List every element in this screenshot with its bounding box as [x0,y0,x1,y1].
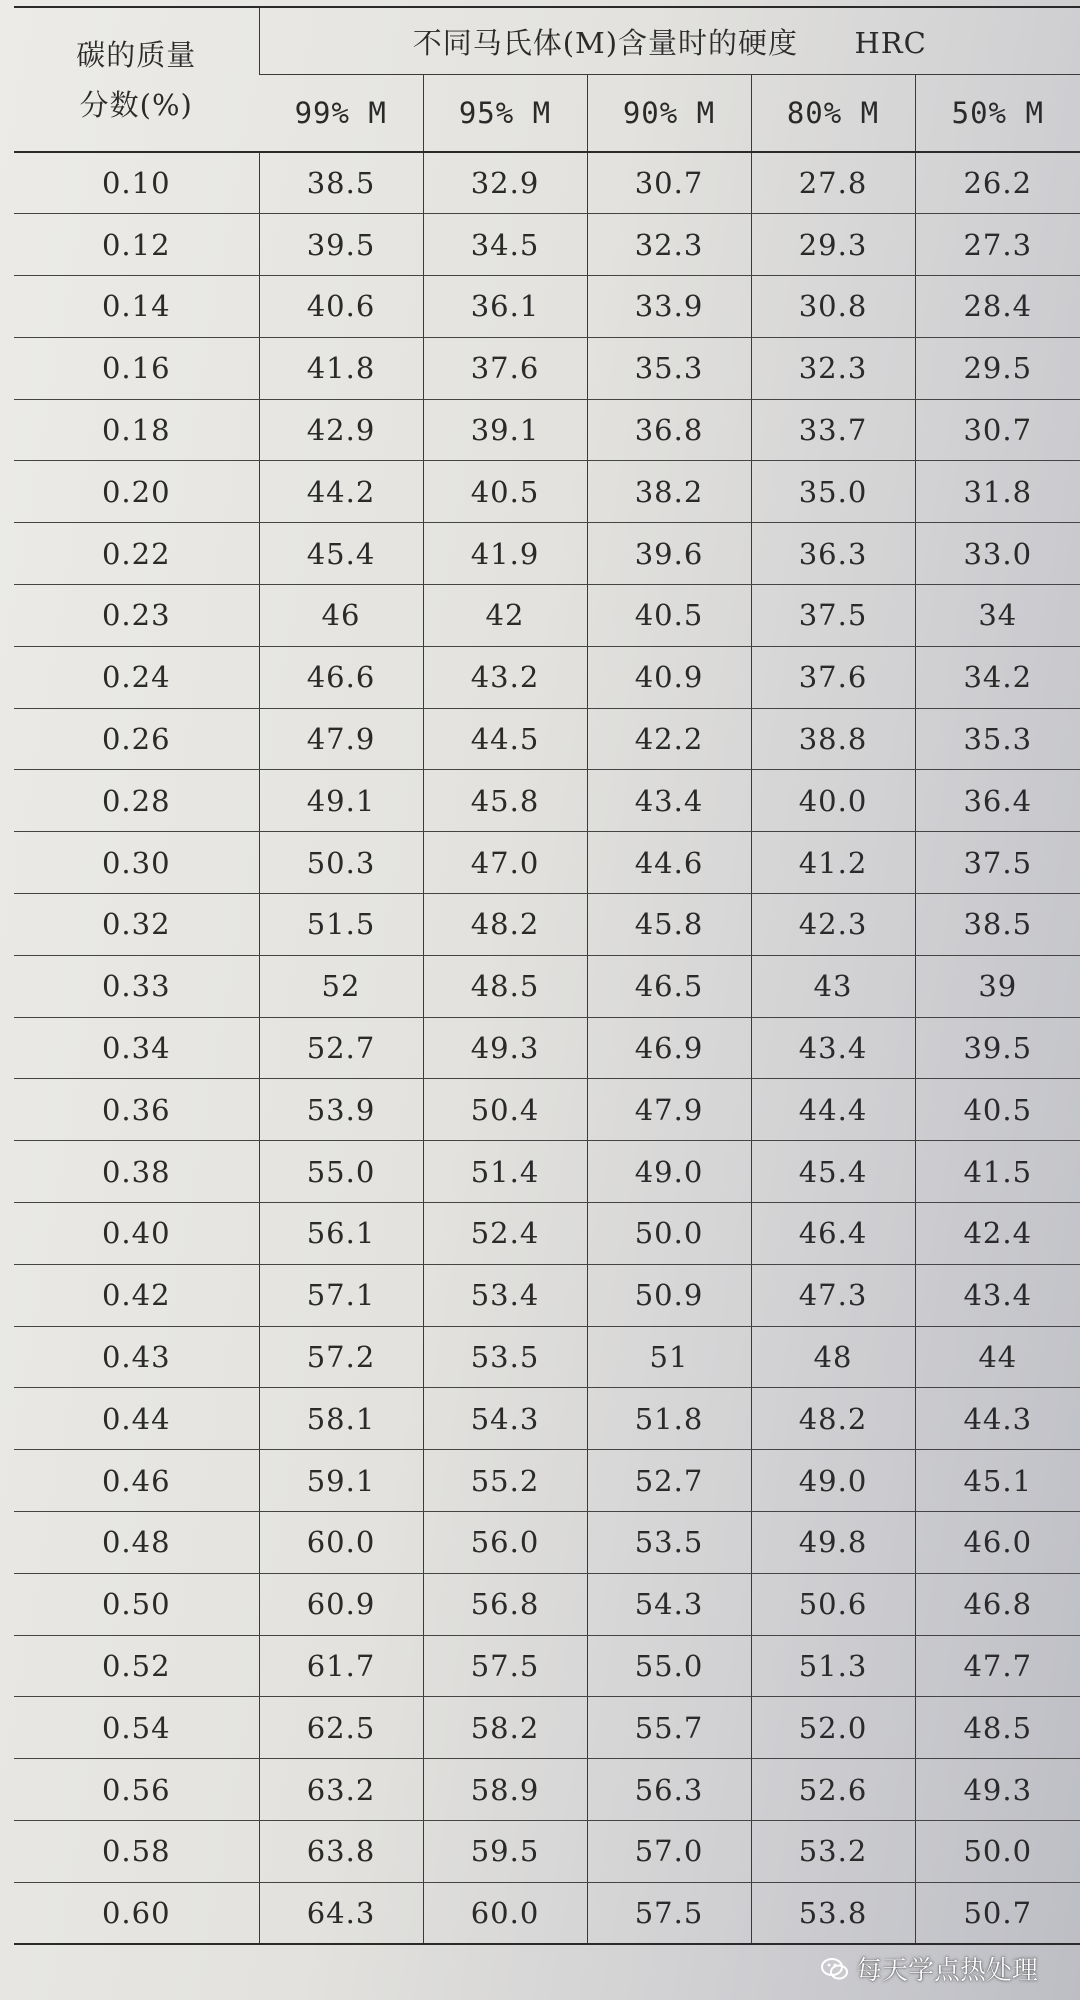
carbon-cell: 0.56 [14,1759,259,1821]
carbon-cell: 0.42 [14,1264,259,1326]
table-row [14,1573,1080,1635]
table-body [14,152,1080,1944]
table-row [14,1635,1080,1697]
hrc-90m-cell: 44.6 [587,832,751,894]
hrc-80m-cell: 51.3 [751,1635,915,1697]
hrc-90m-cell: 32.3 [587,214,751,276]
hrc-99m-cell: 64.3 [259,1882,423,1944]
hrc-50m-cell: 34 [915,585,1080,647]
hrc-90m-cell: 57.5 [587,1882,751,1944]
hrc-99m-cell: 49.1 [259,770,423,832]
hrc-95m-cell: 40.5 [423,461,587,523]
hrc-90m-cell: 38.2 [587,461,751,523]
hrc-95m-cell: 49.3 [423,1017,587,1079]
carbon-cell: 0.16 [14,337,259,399]
carbon-cell: 0.40 [14,1203,259,1265]
hrc-80m-cell: 38.8 [751,708,915,770]
hrc-90m-cell: 53.5 [587,1512,751,1574]
carbon-cell: 0.26 [14,708,259,770]
table-row [14,955,1080,1017]
hrc-99m-cell: 47.9 [259,708,423,770]
hrc-99m-cell: 57.1 [259,1264,423,1326]
hrc-80m-cell: 45.4 [751,1141,915,1203]
hrc-95m-cell: 32.9 [423,152,587,214]
table-row [14,461,1080,523]
hrc-99m-cell: 41.8 [259,337,423,399]
column-header-99m: 99% M [259,75,423,153]
table-row [14,585,1080,647]
hrc-50m-cell: 33.0 [915,523,1080,585]
hrc-95m-cell: 39.1 [423,399,587,461]
hrc-95m-cell: 42 [423,585,587,647]
hrc-95m-cell: 47.0 [423,832,587,894]
carbon-cell: 0.24 [14,646,259,708]
hrc-80m-cell: 43.4 [751,1017,915,1079]
carbon-cell: 0.34 [14,1017,259,1079]
hrc-95m-cell: 41.9 [423,523,587,585]
hrc-99m-cell: 42.9 [259,399,423,461]
hrc-50m-cell: 40.5 [915,1079,1080,1141]
table-row [14,1264,1080,1326]
hrc-80m-cell: 35.0 [751,461,915,523]
watermark-text: 每天学点热处理 [856,1956,1039,1986]
unit-label: HRC [854,25,927,60]
carbon-header-line1: 碳的质量 [76,37,197,72]
hrc-90m-cell: 51 [587,1326,751,1388]
hrc-95m-cell: 34.5 [423,214,587,276]
hrc-90m-cell: 55.0 [587,1635,751,1697]
hrc-95m-cell: 37.6 [423,337,587,399]
carbon-cell: 0.14 [14,276,259,338]
carbon-cell: 0.46 [14,1450,259,1512]
table-row [14,152,1080,214]
hrc-99m-cell: 56.1 [259,1203,423,1265]
hrc-90m-cell: 33.9 [587,276,751,338]
hrc-80m-cell: 47.3 [751,1264,915,1326]
hrc-95m-cell: 36.1 [423,276,587,338]
hrc-50m-cell: 49.3 [915,1759,1080,1821]
hrc-95m-cell: 56.8 [423,1573,587,1635]
table-row [14,276,1080,338]
hrc-80m-cell: 30.8 [751,276,915,338]
carbon-cell: 0.50 [14,1573,259,1635]
hrc-50m-cell: 50.7 [915,1882,1080,1944]
table-row [14,1203,1080,1265]
carbon-cell: 0.18 [14,399,259,461]
hrc-99m-cell: 55.0 [259,1141,423,1203]
hrc-90m-cell: 55.7 [587,1697,751,1759]
carbon-cell: 0.38 [14,1141,259,1203]
table-row [14,646,1080,708]
hrc-99m-cell: 61.7 [259,1635,423,1697]
column-header-80m: 80% M [751,75,915,153]
hrc-90m-cell: 56.3 [587,1759,751,1821]
hrc-99m-cell: 52.7 [259,1017,423,1079]
hrc-90m-cell: 54.3 [587,1573,751,1635]
hrc-80m-cell: 48 [751,1326,915,1388]
table-row [14,1079,1080,1141]
carbon-cell: 0.30 [14,832,259,894]
watermark [820,1950,1038,1987]
hrc-99m-cell: 45.4 [259,523,423,585]
hrc-50m-cell: 34.2 [915,646,1080,708]
hrc-80m-cell: 36.3 [751,523,915,585]
table-row [14,1450,1080,1512]
column-header-50m: 50% M [915,75,1080,153]
table-row [14,1017,1080,1079]
hrc-50m-cell: 31.8 [915,461,1080,523]
hrc-50m-cell: 44 [915,1326,1080,1388]
hrc-50m-cell: 45.1 [915,1450,1080,1512]
column-header-95m: 95% M [423,75,587,153]
table-row [14,1141,1080,1203]
hrc-95m-cell: 57.5 [423,1635,587,1697]
hrc-80m-cell: 29.3 [751,214,915,276]
carbon-cell: 0.48 [14,1512,259,1574]
hrc-50m-cell: 42.4 [915,1203,1080,1265]
table-row [14,1326,1080,1388]
hrc-50m-cell: 48.5 [915,1697,1080,1759]
carbon-cell: 0.32 [14,894,259,956]
hrc-99m-cell: 46.6 [259,646,423,708]
hrc-95m-cell: 58.2 [423,1697,587,1759]
carbon-cell: 0.33 [14,955,259,1017]
carbon-cell: 0.44 [14,1388,259,1450]
hrc-80m-cell: 44.4 [751,1079,915,1141]
hrc-90m-cell: 40.5 [587,585,751,647]
hrc-90m-cell: 39.6 [587,523,751,585]
hrc-80m-cell: 53.8 [751,1882,915,1944]
carbon-cell: 0.22 [14,523,259,585]
hrc-99m-cell: 59.1 [259,1450,423,1512]
hrc-80m-cell: 37.5 [751,585,915,647]
hrc-80m-cell: 43 [751,955,915,1017]
hrc-90m-cell: 42.2 [587,708,751,770]
carbon-cell: 0.23 [14,585,259,647]
hardness-table [14,6,1080,1945]
hrc-90m-cell: 36.8 [587,399,751,461]
hrc-50m-cell: 29.5 [915,337,1080,399]
wechat-icon [820,1954,850,1984]
hrc-90m-cell: 52.7 [587,1450,751,1512]
hrc-80m-cell: 46.4 [751,1203,915,1265]
hrc-95m-cell: 54.3 [423,1388,587,1450]
hrc-80m-cell: 40.0 [751,770,915,832]
hrc-80m-cell: 33.7 [751,399,915,461]
carbon-cell: 0.43 [14,1326,259,1388]
hrc-95m-cell: 51.4 [423,1141,587,1203]
hrc-99m-cell: 38.5 [259,152,423,214]
hrc-80m-cell: 41.2 [751,832,915,894]
hrc-80m-cell: 50.6 [751,1573,915,1635]
hrc-95m-cell: 53.5 [423,1326,587,1388]
hrc-95m-cell: 43.2 [423,646,587,708]
table-row [14,894,1080,956]
hrc-80m-cell: 37.6 [751,646,915,708]
hrc-80m-cell: 32.3 [751,337,915,399]
hrc-90m-cell: 47.9 [587,1079,751,1141]
table-row [14,1882,1080,1944]
table-row [14,523,1080,585]
hrc-99m-cell: 62.5 [259,1697,423,1759]
hrc-80m-cell: 42.3 [751,894,915,956]
carbon-header-line2: 分数(%) [79,87,193,122]
hrc-50m-cell: 46.0 [915,1512,1080,1574]
table-row [14,1821,1080,1883]
hrc-90m-cell: 45.8 [587,894,751,956]
header-row-top [14,7,1080,75]
carbon-cell: 0.10 [14,152,259,214]
hrc-50m-cell: 27.3 [915,214,1080,276]
hrc-99m-cell: 63.2 [259,1759,423,1821]
hrc-50m-cell: 28.4 [915,276,1080,338]
hrc-80m-cell: 52.6 [751,1759,915,1821]
carbon-cell: 0.58 [14,1821,259,1883]
hrc-90m-cell: 49.0 [587,1141,751,1203]
hrc-95m-cell: 50.4 [423,1079,587,1141]
column-header-90m: 90% M [587,75,751,153]
hrc-80m-cell: 27.8 [751,152,915,214]
hrc-90m-cell: 50.9 [587,1264,751,1326]
hrc-99m-cell: 57.2 [259,1326,423,1388]
hrc-99m-cell: 60.9 [259,1573,423,1635]
carbon-column-header [14,7,259,152]
table-row [14,770,1080,832]
hrc-95m-cell: 58.9 [423,1759,587,1821]
table-row [14,1759,1080,1821]
table-row [14,832,1080,894]
carbon-cell: 0.28 [14,770,259,832]
carbon-cell: 0.20 [14,461,259,523]
hrc-50m-cell: 39 [915,955,1080,1017]
hrc-90m-cell: 40.9 [587,646,751,708]
hrc-95m-cell: 55.2 [423,1450,587,1512]
hrc-50m-cell: 37.5 [915,832,1080,894]
hrc-90m-cell: 30.7 [587,152,751,214]
hrc-95m-cell: 60.0 [423,1882,587,1944]
hrc-80m-cell: 48.2 [751,1388,915,1450]
table-row [14,1512,1080,1574]
hrc-99m-cell: 63.8 [259,1821,423,1883]
carbon-cell: 0.54 [14,1697,259,1759]
hrc-80m-cell: 52.0 [751,1697,915,1759]
hrc-90m-cell: 57.0 [587,1821,751,1883]
hrc-50m-cell: 30.7 [915,399,1080,461]
hrc-95m-cell: 44.5 [423,708,587,770]
hrc-99m-cell: 58.1 [259,1388,423,1450]
hrc-95m-cell: 53.4 [423,1264,587,1326]
hrc-50m-cell: 36.4 [915,770,1080,832]
hrc-50m-cell: 50.0 [915,1821,1080,1883]
hardness-group-header [259,7,1080,75]
table-row [14,214,1080,276]
table-row [14,399,1080,461]
hrc-50m-cell: 26.2 [915,152,1080,214]
hrc-99m-cell: 39.5 [259,214,423,276]
hrc-50m-cell: 47.7 [915,1635,1080,1697]
carbon-cell: 0.60 [14,1882,259,1944]
group-title: 不同马氏体(M)含量时的硬度 [412,25,799,60]
carbon-cell: 0.12 [14,214,259,276]
hrc-99m-cell: 40.6 [259,276,423,338]
hrc-95m-cell: 56.0 [423,1512,587,1574]
table-row [14,1388,1080,1450]
hrc-99m-cell: 52 [259,955,423,1017]
table-row [14,1697,1080,1759]
table-header [14,7,1080,152]
carbon-cell: 0.52 [14,1635,259,1697]
table-row [14,708,1080,770]
hrc-50m-cell: 44.3 [915,1388,1080,1450]
hrc-95m-cell: 48.5 [423,955,587,1017]
hrc-50m-cell: 46.8 [915,1573,1080,1635]
hrc-90m-cell: 46.5 [587,955,751,1017]
hrc-90m-cell: 51.8 [587,1388,751,1450]
hrc-99m-cell: 53.9 [259,1079,423,1141]
table-row [14,337,1080,399]
hrc-80m-cell: 49.0 [751,1450,915,1512]
hrc-90m-cell: 43.4 [587,770,751,832]
hrc-99m-cell: 50.3 [259,832,423,894]
hrc-95m-cell: 52.4 [423,1203,587,1265]
hrc-90m-cell: 46.9 [587,1017,751,1079]
hrc-80m-cell: 49.8 [751,1512,915,1574]
hrc-99m-cell: 60.0 [259,1512,423,1574]
hrc-50m-cell: 41.5 [915,1141,1080,1203]
hrc-80m-cell: 53.2 [751,1821,915,1883]
hrc-95m-cell: 59.5 [423,1821,587,1883]
hrc-99m-cell: 46 [259,585,423,647]
hrc-90m-cell: 50.0 [587,1203,751,1265]
hrc-99m-cell: 44.2 [259,461,423,523]
hrc-95m-cell: 45.8 [423,770,587,832]
hrc-90m-cell: 35.3 [587,337,751,399]
hrc-50m-cell: 35.3 [915,708,1080,770]
hrc-99m-cell: 51.5 [259,894,423,956]
hrc-95m-cell: 48.2 [423,894,587,956]
hrc-50m-cell: 38.5 [915,894,1080,956]
hrc-50m-cell: 43.4 [915,1264,1080,1326]
hrc-50m-cell: 39.5 [915,1017,1080,1079]
carbon-cell: 0.36 [14,1079,259,1141]
